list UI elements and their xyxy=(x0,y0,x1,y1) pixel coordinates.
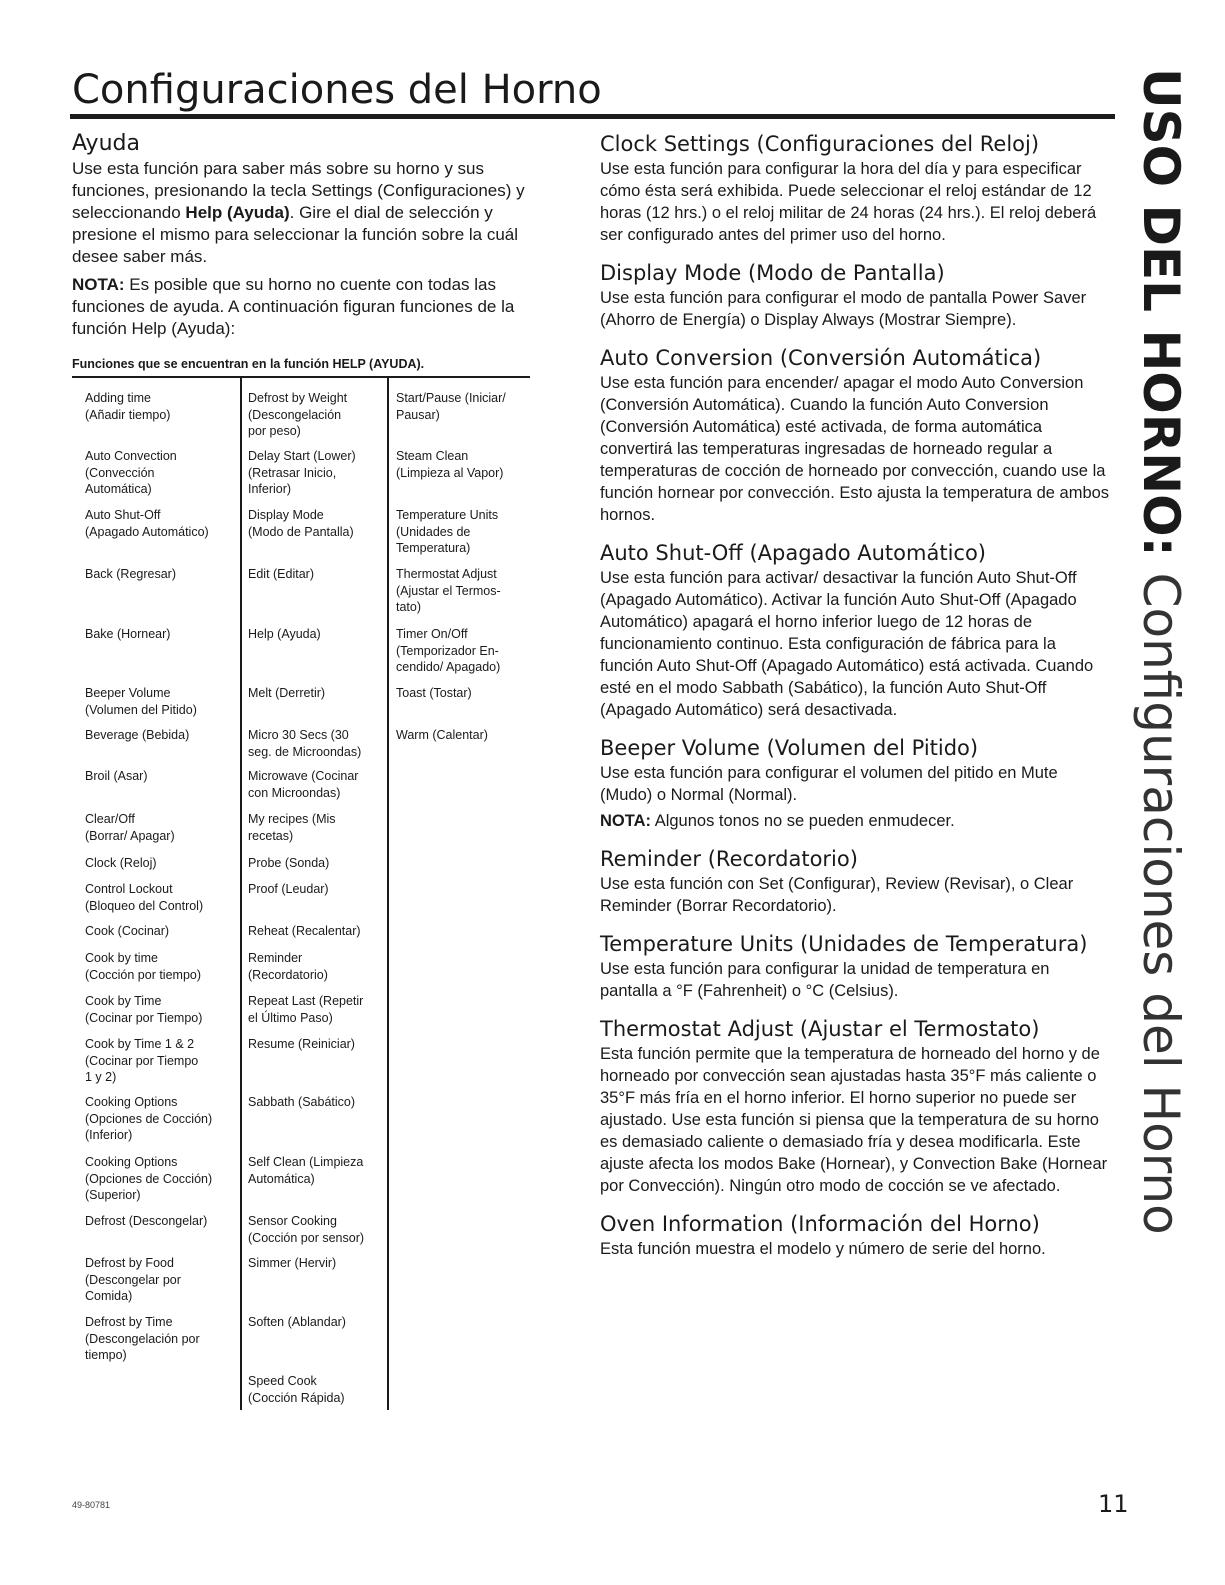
section-auto-conversion xyxy=(600,344,1110,526)
table-cell xyxy=(85,448,177,498)
section-heading: Oven Information (Información del Horno) xyxy=(600,1212,1040,1236)
settings-sections xyxy=(600,130,1110,1273)
table-cell-line: (Bloqueo del Control) xyxy=(85,898,204,913)
side-tab xyxy=(1120,68,1202,1235)
table-cell-line: seg. de Microondas) xyxy=(248,744,362,759)
table-cell-line: (Limpieza al Vapor) xyxy=(396,465,504,480)
table-cell xyxy=(248,1154,363,1187)
section-body: Use esta función con Set (Configurar), Review (Revisar), o Clear Reminder (Borrar Recordatorio). xyxy=(600,875,1074,915)
table-cell-line: Defrost by Weight xyxy=(248,391,348,405)
section-reminder xyxy=(600,845,1110,917)
table-cell-line: Control Lockout xyxy=(85,882,173,896)
table-cell-line: Beeper Volume xyxy=(85,686,171,700)
table-cell xyxy=(85,626,170,643)
section-body: Esta función permite que la temperatura de horneado del horno y de horneado por convección sean ajustadas hasta 35°F más caliente o 35°F más fría en el horno inferior. El horno superior no puede ser ajustado. Use esta función si piensa que la temperatura de su horno es demasiado caliente o demasiado fría y desea modificarla. Este ajuste afecta los modos Bake (Hornear), y Convection Bake (Hornear por Convección). Ningún otro modo de cocción se ve afectado. xyxy=(600,1045,1108,1195)
table-cell xyxy=(396,566,501,616)
table-cell xyxy=(248,1255,336,1272)
table-cell-line: Defrost (Descongelar) xyxy=(85,1214,208,1228)
table-cell-line: Auto Shut-Off xyxy=(85,508,161,522)
table-cell-line: Microwave (Cocinar xyxy=(248,769,359,783)
table-cell-line: Edit (Editar) xyxy=(248,567,314,581)
table-cell xyxy=(85,390,170,423)
table-divider-2 xyxy=(387,378,389,1410)
table-cell-line: Temperature Units xyxy=(396,508,499,522)
table-cell xyxy=(248,1213,364,1246)
table-cell-line: Temperatura) xyxy=(396,541,471,555)
table-cell-line: Bake (Hornear) xyxy=(85,627,171,641)
table-cell xyxy=(248,507,354,540)
table-cell-line: Proof (Leudar) xyxy=(248,882,329,896)
section-temperature-units xyxy=(600,930,1110,1002)
table-cell-line: Cook by Time xyxy=(85,994,162,1008)
table-cell xyxy=(248,993,363,1026)
table-cell-line: Self Clean (Limpieza xyxy=(248,1155,364,1169)
table-cell xyxy=(396,727,488,744)
table-cell xyxy=(248,626,321,643)
section-heading: Display Mode (Modo de Pantalla) xyxy=(600,261,945,285)
section-heading: Temperature Units (Unidades de Temperatura) xyxy=(600,932,1088,956)
table-cell-line: Display Mode xyxy=(248,508,324,522)
table-cell xyxy=(85,566,176,583)
table-cell-line: Automática) xyxy=(248,1171,315,1186)
section-auto-shut-off xyxy=(600,539,1110,721)
help-paragraph xyxy=(72,158,562,268)
help-heading: Ayuda xyxy=(72,131,140,156)
table-cell-line: Back (Regresar) xyxy=(85,567,176,581)
table-cell-line: (Descongelar por xyxy=(85,1272,181,1287)
table-cell-line: Toast (Tostar) xyxy=(396,686,472,700)
table-cell xyxy=(85,1036,198,1086)
table-caption: Funciones que se encuentran en la función HELP (AYUDA). xyxy=(72,357,425,371)
table-cell-line: con Microondas) xyxy=(248,785,341,800)
table-cell xyxy=(248,448,356,498)
table-cell-line: My recipes (Mis xyxy=(248,812,336,826)
table-cell-line: Pausar) xyxy=(396,407,440,422)
table-cell-line: 1 y 2) xyxy=(85,1070,117,1084)
table-cell-line: Steam Clean xyxy=(396,449,469,463)
table-cell xyxy=(396,448,503,481)
table-cell-line: Cook by Time 1 & 2 xyxy=(85,1037,195,1051)
title-rule xyxy=(70,114,1115,119)
section-heading: Auto Conversion (Conversión Automática) xyxy=(600,346,1042,370)
table-cell-line: Resume (Reiniciar) xyxy=(248,1037,355,1051)
table-cell-line: Timer On/Off xyxy=(396,627,468,641)
table-cell-line: (Descongelación por xyxy=(85,1331,200,1346)
table-cell-line: por peso) xyxy=(248,424,301,438)
table-cell xyxy=(248,685,325,702)
table-cell-line: Automática) xyxy=(85,482,152,496)
section-body: Use esta función para configurar la hora del día y para especificar cómo ésta será exhibida. Puede seleccionar el reloj estándar de 12 horas (12 hrs.) o el reloj militar de 24 horas (24 hrs.). El reloj deberá ser configurado antes del primer uso del horno. xyxy=(600,160,1097,244)
table-cell-line: Thermostat Adjust xyxy=(396,567,497,581)
table-cell xyxy=(85,507,209,540)
table-cell xyxy=(248,923,361,940)
table-cell-line: Broil (Asar) xyxy=(85,769,148,783)
table-cell-line: Cook (Cocinar) xyxy=(85,924,170,938)
table-cell-line: (Temporizador En- xyxy=(396,643,499,658)
table-cell xyxy=(85,685,197,718)
table-cell-line: (Opciones de Cocción) xyxy=(85,1111,213,1126)
table-cell-line: Comida) xyxy=(85,1289,133,1303)
table-cell xyxy=(248,1036,355,1053)
table-cell-line: (Inferior) xyxy=(85,1128,133,1142)
section-body: Esta función muestra el modelo y número de serie del horno. xyxy=(600,1240,1046,1258)
table-cell xyxy=(85,1255,181,1305)
table-cell-line: (Cocinar por Tiempo xyxy=(85,1053,199,1068)
help-note-label: NOTA: xyxy=(72,275,125,294)
table-cell-line: (Convección xyxy=(85,465,155,480)
table-cell-line: (Cocinar por Tiempo) xyxy=(85,1010,203,1025)
table-cell xyxy=(248,811,336,844)
page-title: Configuraciones del Horno xyxy=(72,67,602,113)
table-cell xyxy=(85,811,175,844)
table-cell-line: (Apagado Automático) xyxy=(85,524,209,539)
table-cell xyxy=(85,923,169,940)
table-cell-line: Sensor Cooking xyxy=(248,1214,337,1228)
table-cell xyxy=(85,855,157,872)
table-cell xyxy=(248,881,329,898)
section-body: Use esta función para configurar la unidad de temperatura en pantalla a °F (Fahrenheit) o °C (Celsius). xyxy=(600,960,1050,1000)
table-cell-line: Probe (Sonda) xyxy=(248,856,330,870)
beeper-note-text: Algunos tonos no se pueden enmudecer. xyxy=(651,812,955,830)
section-body: Use esta función para configurar el volumen del pitido en Mute (Mudo) o Normal (Normal). xyxy=(600,764,1058,804)
table-cell xyxy=(248,1373,345,1406)
table-cell xyxy=(85,1094,212,1144)
table-cell-line: Cooking Options xyxy=(85,1155,178,1169)
table-cell xyxy=(248,768,358,801)
table-cell xyxy=(85,993,202,1026)
help-note-text: Es posible que su horno no cuente con todas las funciones de ayuda. A continuación figuran funciones de la función Help (Ayuda): xyxy=(72,275,515,338)
table-cell-line: (Retrasar Inicio, xyxy=(248,465,337,480)
table-cell-line: Repeat Last (Repetir xyxy=(248,994,364,1008)
table-cell xyxy=(248,566,314,583)
table-cell xyxy=(85,768,148,785)
table-cell-line: Sabbath (Sabático) xyxy=(248,1095,356,1109)
help-text-b: . Gire el dial de selección y presione el mismo para seleccionar la función sobre la cuál desee saber más. xyxy=(72,203,519,266)
table-cell-line: tato) xyxy=(396,600,422,614)
table-cell-line: Reheat (Recalentar) xyxy=(248,924,361,938)
table-top-rule xyxy=(72,376,530,378)
section-thermostat-adjust xyxy=(600,1015,1110,1197)
document-code: 49-80781 xyxy=(72,1500,111,1510)
table-cell-line: Cook by time xyxy=(85,951,158,965)
table-cell-line: (Ajustar el Termos- xyxy=(396,583,501,598)
section-body: Use esta función para configurar el modo de pantalla Power Saver (Ahorro de Energía) o Display Always (Mostrar Siempre). xyxy=(600,289,1087,329)
table-cell-line: (Descongelación xyxy=(248,407,342,422)
table-cell-line: (Volumen del Pitido) xyxy=(85,702,197,717)
table-cell-line: Beverage (Bebida) xyxy=(85,728,190,742)
table-cell xyxy=(396,685,472,702)
page-number: 11 xyxy=(1098,1490,1129,1518)
table-cell xyxy=(248,950,328,983)
table-cell-line: (Recordatorio) xyxy=(248,967,328,982)
table-cell xyxy=(396,390,506,423)
table-cell-line: Defrost by Food xyxy=(85,1256,174,1270)
table-cell-line: Simmer (Hervir) xyxy=(248,1256,337,1270)
beeper-note-label: NOTA: xyxy=(600,812,652,830)
table-cell-line: Clear/Off xyxy=(85,812,135,826)
table-cell xyxy=(248,1314,346,1331)
section-heading: Reminder (Recordatorio) xyxy=(600,847,858,871)
section-display-mode xyxy=(600,259,1110,331)
section-heading: Clock Settings (Configuraciones del Reloj) xyxy=(600,132,1040,156)
table-cell-line: Cooking Options xyxy=(85,1095,178,1109)
table-cell xyxy=(85,1213,207,1230)
help-note xyxy=(72,274,562,340)
section-clock-settings xyxy=(600,130,1110,246)
table-cell-line: (Cocción Rápida) xyxy=(248,1390,345,1405)
table-cell-line: (Unidades de xyxy=(396,524,471,539)
table-cell-line: (Modo de Pantalla) xyxy=(248,524,354,539)
table-cell-line: (Opciones de Cocción) xyxy=(85,1171,213,1186)
table-cell-line: Warm (Calentar) xyxy=(396,728,488,742)
table-cell xyxy=(248,727,361,760)
table-cell-line: (Cocción por sensor) xyxy=(248,1230,365,1245)
table-cell-line: Auto Convection xyxy=(85,449,177,463)
table-cell xyxy=(248,1094,355,1111)
table-cell xyxy=(248,855,329,872)
table-cell-line: (Superior) xyxy=(85,1188,141,1202)
side-tab-bold: USO DEL HORNO: xyxy=(1132,68,1190,557)
table-cell-line: Adding time xyxy=(85,391,152,405)
table-cell-line: Inferior) xyxy=(248,482,292,496)
table-cell-line: Help (Ayuda) xyxy=(248,627,321,641)
side-tab-light: Configuraciones del Horno xyxy=(1132,572,1190,1235)
table-cell-line: cendido/ Apagado) xyxy=(396,660,501,674)
table-cell xyxy=(396,507,498,557)
section-body: Use esta función para encender/ apagar el modo Auto Conversion (Conversión Automática). Cuando la función Auto Conversion (Conversión Automática) esté activada, de forma automática convertirá las temperaturas ingresadas de horneado regular a temperaturas de cocción de horneado por convección, cuando use la función hornear por convección. Esto ajusta la temperatura de ambos hornos. xyxy=(600,374,1110,524)
section-oven-information xyxy=(600,1210,1110,1260)
table-cell xyxy=(85,881,203,914)
table-cell xyxy=(85,727,189,744)
table-cell xyxy=(85,950,201,983)
table-cell-line: (Borrar/ Apagar) xyxy=(85,828,175,843)
help-text-bold: Help (Ayuda) xyxy=(185,203,290,222)
help-section xyxy=(72,130,562,340)
table-cell-line: Soften (Ablandar) xyxy=(248,1315,346,1329)
table-cell-line: Clock (Reloj) xyxy=(85,856,157,870)
table-cell-line: (Cocción por tiempo) xyxy=(85,967,202,982)
table-cell xyxy=(248,390,347,440)
table-cell-line: Defrost by Time xyxy=(85,1315,173,1329)
table-cell-line: Delay Start (Lower) xyxy=(248,449,356,463)
section-heading: Beeper Volume (Volumen del Pitido) xyxy=(600,736,979,760)
table-cell xyxy=(85,1314,200,1364)
section-heading: Thermostat Adjust (Ajustar el Termostato) xyxy=(600,1017,1040,1041)
table-cell-line: Start/Pause (Iniciar/ xyxy=(396,391,506,405)
table-cell xyxy=(396,626,500,676)
table-cell-line: (Añadir tiempo) xyxy=(85,407,171,422)
table-divider-1 xyxy=(240,378,242,1410)
table-cell-line: Micro 30 Secs (30 xyxy=(248,728,349,742)
beeper-note xyxy=(600,810,1110,832)
help-text-a: Use esta función para saber más sobre su horno y sus funciones, presionando la tecla Settings (Configuraciones) y seleccionando xyxy=(72,159,525,222)
table-cell-line: recetas) xyxy=(248,828,294,843)
table-cell-line: Reminder xyxy=(248,951,303,965)
table-cell-line: tiempo) xyxy=(85,1348,127,1362)
table-cell xyxy=(85,1154,212,1204)
section-heading: Auto Shut-Off (Apagado Automático) xyxy=(600,541,986,565)
table-cell-line: Melt (Derretir) xyxy=(248,686,326,700)
table-cell-line: Speed Cook xyxy=(248,1374,317,1388)
table-cell-line: el Último Paso) xyxy=(248,1010,333,1025)
section-body: Use esta función para activar/ desactivar la función Auto Shut-Off (Apagado Automático). Activar la función Auto Shut-Off (Apagado Automático) apagará el horno inferior luego de 12 horas de funcionamiento continuo. Esta configuración de fábrica para la función Auto Shut-Off (Apagado Automático) está activada. Cuando esté en el modo Sabbath (Sabático), la función Auto Shut-Off (Apagado Automático) será desactivada. xyxy=(600,569,1094,719)
section-beeper-volume xyxy=(600,734,1110,832)
